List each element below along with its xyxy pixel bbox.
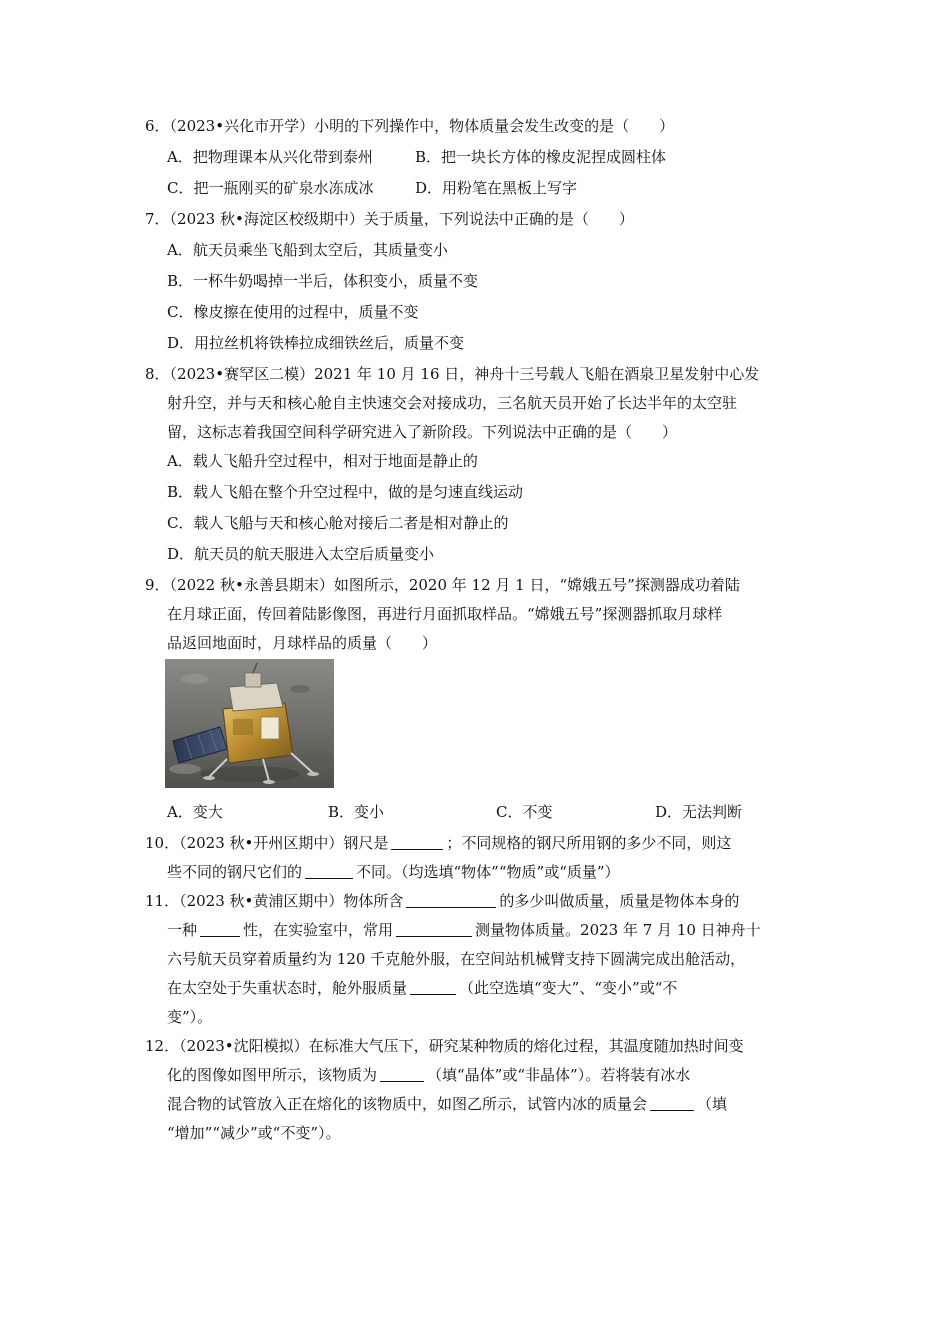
question-8-stem-line-2: 射升空，并与天和核心舱自主快速交会对接成功，三名航天员开始了长达半年的太空驻 (167, 394, 738, 412)
question-9-stem-line-1: 9．（2022 秋•永善县期末）如图所示，2020 年 12 月 1 日，“嫦娥五号”探测器成功着陆 (145, 576, 740, 594)
question-11-blank-4[interactable] (410, 979, 456, 995)
question-11-line-3: 六号航天员穿着质量约为 120 千克舱外服，在空间站机械臂支持下圆满完成出舱活动， (167, 950, 746, 968)
question-12-text-a: 化的图像如图甲所示，该物质为 (167, 1066, 378, 1084)
question-9-option-b[interactable]: B．变小 (328, 803, 385, 821)
question-6-option-b[interactable]: B．把一块长方体的橡皮泥捏成圆柱体 (415, 148, 667, 166)
question-7-option-d[interactable]: D．用拉丝机将铁棒拉成细铁丝后，质量不变 (167, 334, 465, 352)
change5-lander-image (165, 659, 334, 788)
question-12-line-1: 12．（2023•沈阳模拟）在标准大气压下，研究某种物质的熔化过程，其温度随加热时间变 (145, 1037, 744, 1055)
question-9-stem-line-2: 在月球正面，传回着陆影像图，再进行月面抓取样品。“嫦娥五号”探测器抓取月球样 (167, 605, 723, 623)
question-12-blank-1[interactable] (380, 1066, 424, 1082)
question-11-blank-1[interactable] (406, 892, 496, 908)
question-11-text-f: 在太空处于失重状态时，舱外服质量 (167, 979, 408, 997)
question-7-stem: 7．（2023 秋•海淀区校级期中）关于质量，下列说法中正确的是（ ） (145, 210, 634, 228)
question-10-text-b: ；不同规格的钢尺所用钢的多少不同，则这 (446, 834, 732, 852)
question-12-line-3 (167, 1094, 727, 1114)
question-8-option-b[interactable]: B．载人飞船在整个升空过程中，做的是匀速直线运动 (167, 483, 524, 501)
question-10-blank-1[interactable] (391, 834, 443, 850)
question-10-line-1 (145, 833, 731, 853)
question-10-text-d: 不同。（均选填“物体”“物质”或“质量”） (356, 863, 620, 881)
question-10-line-2 (167, 862, 620, 882)
question-8-stem-line-3: 留，这标志着我国空间科学研究进入了新阶段。下列说法中正确的是（ ） (167, 423, 678, 441)
question-7-option-c[interactable]: C．橡皮擦在使用的过程中，质量不变 (167, 303, 419, 321)
question-12-text-d: （填 (697, 1095, 728, 1113)
question-8-option-a[interactable]: A．载人飞船升空过程中，相对于地面是静止的 (167, 452, 478, 470)
question-6-option-d[interactable]: D．用粉笔在黑板上写字 (415, 179, 578, 197)
question-10-blank-2[interactable] (305, 863, 353, 879)
question-11-text-e: 测量物体质量。2023 年 7 月 10 日神舟十 (475, 921, 761, 939)
question-9-option-d[interactable]: D．无法判断 (655, 803, 743, 821)
question-6-option-c[interactable]: C．把一瓶刚买的矿泉水冻成冰 (167, 179, 374, 197)
question-11-blank-3[interactable] (396, 921, 472, 937)
question-6-stem: 6．（2023•兴化市开学）小明的下列操作中，物体质量会发生改变的是（ ） (145, 117, 675, 135)
question-8-option-c[interactable]: C．载人飞船与天和核心舱对接后二者是相对静止的 (167, 514, 509, 532)
question-12-blank-2[interactable] (650, 1095, 694, 1111)
question-6-option-a[interactable]: A．把物理课本从兴化带到泰州 (167, 148, 373, 166)
question-11-text-d: 性，在实验室中，常用 (243, 921, 394, 939)
question-10-text-c: 些不同的钢尺它们的 (167, 863, 303, 881)
question-11-line-4 (167, 978, 677, 998)
question-7-option-b[interactable]: B．一杯牛奶喝掉一半后，体积变小，质量不变 (167, 272, 479, 290)
question-12-line-4: “增加”“减少”或“不变”）。 (167, 1124, 341, 1142)
question-11-text-c: 一种 (167, 921, 198, 939)
question-9-option-c[interactable]: C．不变 (496, 803, 553, 821)
question-8-stem-line-1: 8．（2023•赛罕区二模）2021 年 10 月 16 日，神舟十三号载人飞船在酒泉卫星发射中心发 (145, 365, 760, 383)
question-12-text-c: 混合物的试管放入正在熔化的该物质中，如图乙所示，试管内冰的质量会 (167, 1095, 648, 1113)
question-11-line-5: 变”）。 (167, 1008, 213, 1026)
question-11-text-a: 11．（2023 秋•黄浦区期中）物体所含 (145, 892, 404, 910)
question-7-option-a[interactable]: A．航天员乘坐飞船到太空后，其质量变小 (167, 241, 448, 259)
question-11-line-2 (167, 920, 761, 940)
question-12-text-b: （填“晶体”或“非晶体”）。若将装有冰水 (427, 1066, 691, 1084)
question-9-option-a[interactable]: A．变大 (167, 803, 223, 821)
question-11-line-1 (145, 891, 739, 911)
question-10-text-a: 10．（2023 秋•开州区期中）钢尺是 (145, 834, 389, 852)
question-11-text-b: 的多少叫做质量，质量是物体本身的 (499, 892, 740, 910)
question-12-line-2 (167, 1065, 690, 1085)
question-11-text-g: （此空选填“变大”、“变小”或“不 (459, 979, 678, 997)
question-8-option-d[interactable]: D．航天员的航天服进入太空后质量变小 (167, 545, 435, 563)
question-11-blank-2[interactable] (200, 921, 240, 937)
question-9-stem-line-3: 品返回地面时，月球样品的质量（ ） (167, 634, 438, 652)
